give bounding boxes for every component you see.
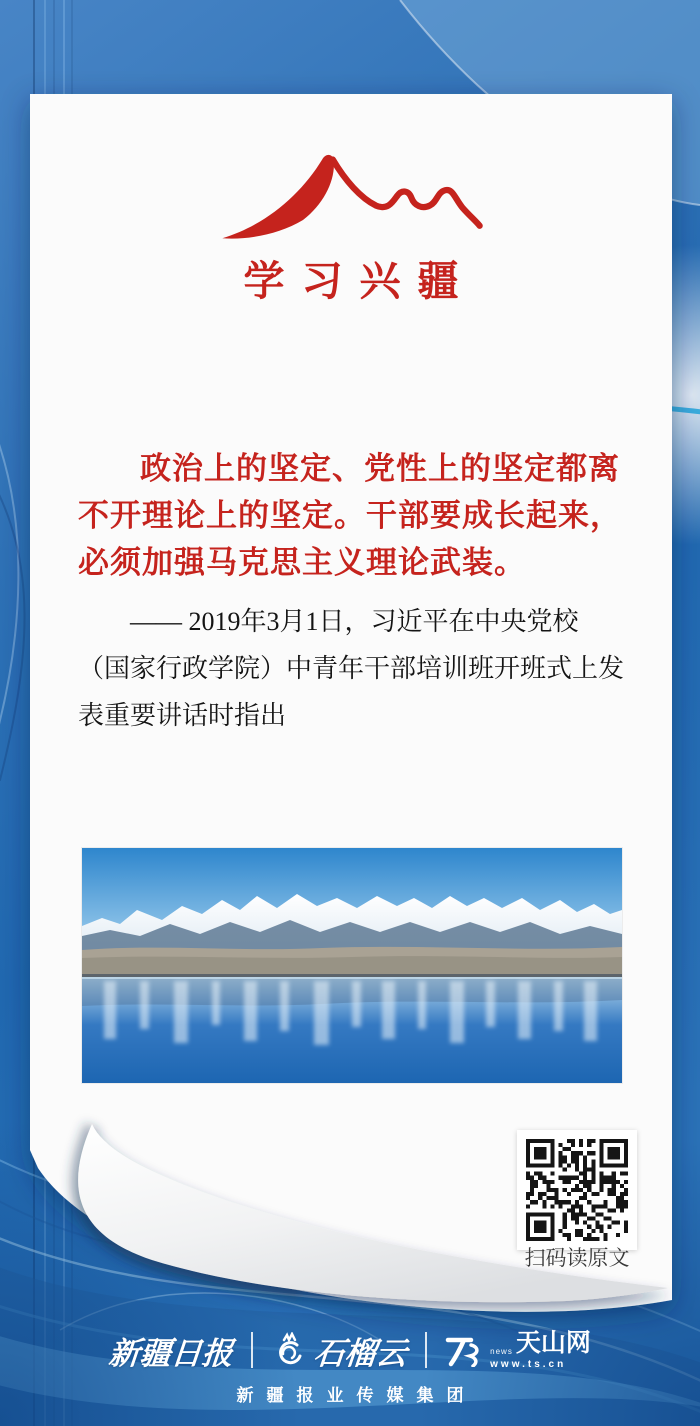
tianshan-net-logo	[445, 1328, 591, 1370]
masthead	[30, 148, 672, 307]
mountain-logo-icon	[215, 148, 487, 244]
xinjiang-daily-logo	[109, 1328, 233, 1373]
qr-code	[517, 1130, 637, 1250]
shiliu-cloud-logo	[271, 1328, 407, 1373]
tianshan-net-url: www.ts.cn	[490, 1358, 567, 1370]
footer-brand-row	[109, 1328, 591, 1372]
qr-caption: 扫码读原文	[524, 1247, 630, 1270]
xinjiang-daily-wordmark: 新疆日报	[107, 1335, 235, 1371]
tianshan-news-tag: news	[490, 1346, 513, 1356]
lake-mountain-photo	[82, 848, 622, 1083]
tianshan-net-wordmark: 天山网	[515, 1328, 591, 1357]
pomegranate-cloud-icon	[271, 1332, 307, 1368]
masthead-title: 学习兴疆	[243, 258, 476, 304]
footer	[0, 1328, 700, 1406]
footer-divider	[251, 1332, 253, 1368]
media-group-name: 新疆报业传媒集团	[236, 1386, 477, 1405]
quote-text: 政治上的坚定、党性上的坚定都离不开理论上的坚定。干部要成长起来，必须加强马克思主义理论武装。	[78, 451, 622, 580]
tianshan-ts-icon	[445, 1333, 483, 1367]
tianshan-net-text	[490, 1328, 591, 1370]
qr-pattern-icon	[526, 1139, 628, 1241]
footer-divider	[425, 1332, 427, 1368]
quote-attribution: —— 2019年3月1日，习近平在中央党校（国家行政学院）中青年干部培训班开班式上发表重要讲话时指出	[78, 607, 625, 730]
shiliu-cloud-wordmark: 石榴云	[312, 1335, 409, 1371]
